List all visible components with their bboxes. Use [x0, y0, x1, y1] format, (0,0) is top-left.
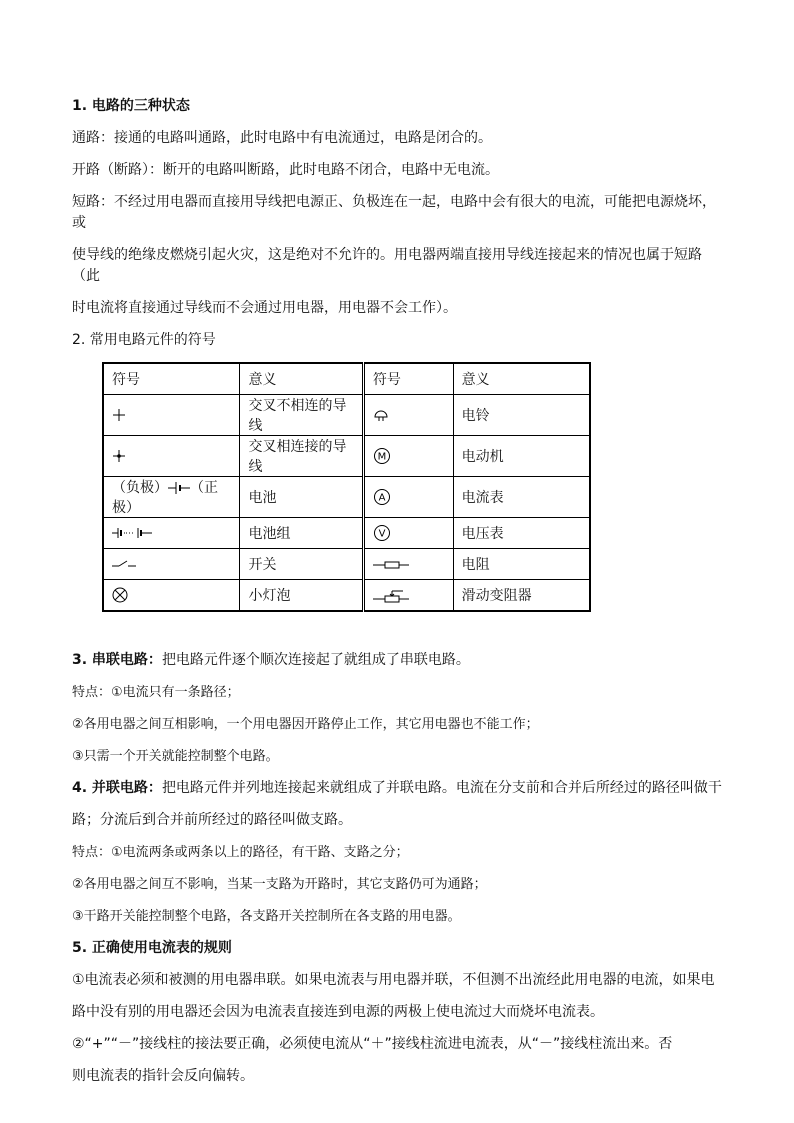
resistor-icon: [373, 557, 409, 571]
sec3-feature-3: ③只需一个开关就能控制整个电路。: [72, 749, 279, 764]
sec1-paragraph-3c: 时电流将直接通过导线而不会通过用电器，用电器不会工作）。: [72, 300, 457, 316]
section-4: [72, 778, 728, 799]
section-4-title: 4. 并联电路：: [72, 780, 162, 796]
header-meaning-left: 意义: [240, 363, 363, 395]
cross-unconnected-icon: [112, 408, 126, 422]
header-symbol-right: 符号: [363, 363, 453, 395]
table-row: [103, 395, 590, 436]
meaning-cell: 开关: [240, 549, 363, 580]
lamp-icon: [112, 587, 128, 603]
battery-icon: [168, 481, 190, 495]
header-meaning-right: 意义: [453, 363, 590, 395]
sec5-rule-1b: 路中没有别的用电器还会因为电流表直接连到电源的两极上使电流过大而烧坏电流表。: [72, 1004, 604, 1020]
sec4-feature-3: ③干路开关能控制整个电路，各支路开关控制所在各支路的用电器。: [72, 909, 461, 924]
table-row: [103, 436, 590, 477]
cross-connected-icon: [112, 449, 126, 463]
meaning-cell: 电池: [240, 477, 363, 518]
meaning-cell: 电压表: [453, 518, 590, 549]
battery-pos-label: （正极）: [112, 480, 218, 516]
table-row: [103, 518, 590, 549]
rheostat-icon: [373, 587, 409, 603]
table-header-row: [103, 363, 590, 395]
table-row: [103, 549, 590, 580]
meaning-cell: 交叉不相连的导线: [240, 395, 363, 436]
sec4-intro: 把电路元件并列地连接起来就组成了并联电路。电流在分支前和合并后所经过的路径叫做干: [161, 780, 722, 796]
ammeter-letter: A: [378, 492, 386, 504]
sec1-paragraph-2: 开路（断路）：断开的电路叫断路，此时电路不闭合，电路中无电流。: [72, 162, 499, 178]
sec4-intro-2: 路；分流后到合并前所经过的路径叫做支路。: [72, 812, 352, 828]
battery-neg-label: （负极）: [112, 480, 168, 496]
sec1-paragraph-1: 通路：接通的电路叫通路，此时电路中有电流通过，电路是闭合的。: [72, 130, 492, 146]
bell-icon: [373, 408, 389, 422]
sec4-feature-1: 特点：①电流两条或两条以上的路径，有干路、支路之分；: [72, 845, 409, 860]
header-symbol-left: 符号: [103, 363, 240, 395]
section-3: [72, 650, 728, 671]
sec3-feature-2: ②各用电器之间互相影响，一个用电器因开路停止工作，其它用电器也不能工作；: [72, 717, 539, 732]
meaning-cell: 电铃: [453, 395, 590, 436]
voltmeter-letter: V: [378, 528, 386, 540]
section-3-title: 3. 串联电路：: [72, 652, 162, 668]
meaning-cell: 电池组: [240, 518, 363, 549]
meaning-cell: 滑动变阻器: [453, 580, 590, 612]
sec1-paragraph-3a: 短路：不经过用电器而直接用导线把电源正、负极连在一起，电路中会有很大的电流，可能把电源烧坏，或: [72, 194, 716, 231]
document-page: [72, 96, 728, 1098]
sec5-rule-2b: 则电流表的指针会反向偏转。: [72, 1068, 254, 1084]
table-row: [103, 477, 590, 518]
symbol-table: [102, 362, 591, 612]
switch-icon: [112, 557, 136, 571]
section-5-title: 5. 正确使用电流表的规则: [72, 940, 232, 956]
motor-icon: [373, 447, 391, 465]
sec3-intro: 把电路元件逐个顺次连接起了就组成了串联电路。: [161, 652, 470, 668]
meaning-cell: 电动机: [453, 436, 590, 477]
section-1-title: 1. 电路的三种状态: [72, 98, 190, 114]
ammeter-icon: [373, 488, 391, 506]
sec5-rule-2a: ②“+”“－”接线柱的接法要正确，必须使电流从“＋”接线柱流进电流表，从“－”接线柱流出来。否: [72, 1036, 673, 1052]
voltmeter-icon: [373, 524, 391, 542]
battery-pack-icon: [112, 526, 152, 540]
meaning-cell: 电阻: [453, 549, 590, 580]
meaning-cell: 交叉相连接的导线: [240, 436, 363, 477]
sec5-rule-1a: ①电流表必须和被测的用电器串联。如果电流表与用电器并联，不但测不出流经此用电器的电流，如果电: [72, 972, 715, 988]
meaning-cell: 电流表: [453, 477, 590, 518]
sec3-feature-1: 特点：①电流只有一条路径；: [72, 685, 240, 700]
table-row: [103, 580, 590, 612]
section-2-title: 2. 常用电路元件的符号: [72, 332, 216, 348]
sec4-feature-2: ②各用电器之间互不影响，当某一支路为开路时，其它支路仍可为通路；: [72, 877, 487, 892]
meaning-cell: 小灯泡: [240, 580, 363, 612]
sec1-paragraph-3b: 使导线的绝缘皮燃烧引起火灾，这是绝对不允许的。用电器两端直接用导线连接起来的情况也属于短路（此: [72, 247, 702, 284]
motor-letter: M: [377, 451, 387, 463]
